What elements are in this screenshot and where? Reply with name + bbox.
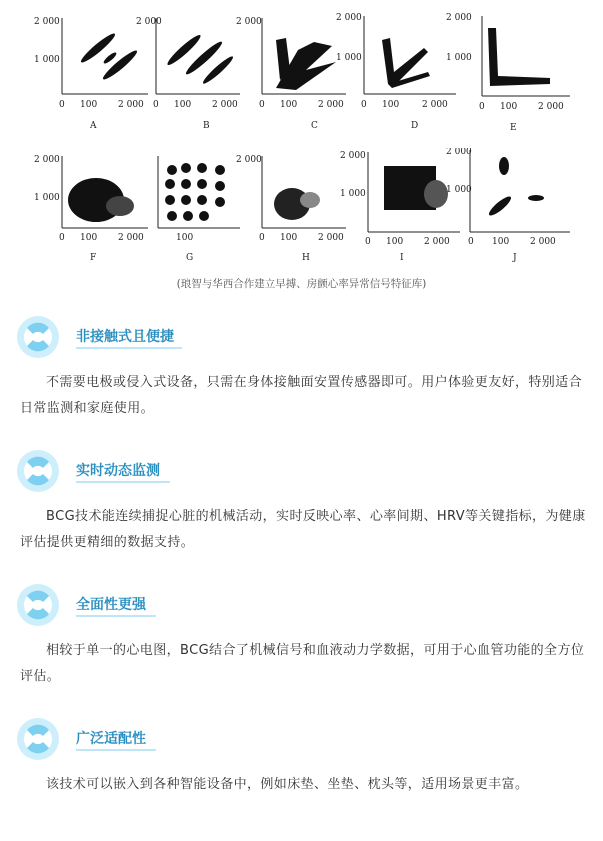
y-tick-2000: 2 000 [236, 155, 262, 165]
plot-f [30, 148, 150, 266]
y-tick-2000: 2 000 [34, 17, 60, 27]
scatter-figure [0, 0, 603, 270]
section-badge-icon [14, 582, 62, 628]
y-tick-2000: 2 000 [236, 17, 262, 27]
plot-label: A [90, 121, 97, 131]
x-tick-2000: 2 000 [530, 237, 556, 247]
x-tick-0: 0 [59, 233, 65, 243]
section-badge-icon [14, 314, 62, 360]
x-tick-100: 100 [80, 233, 98, 243]
section-realtime [14, 448, 592, 556]
x-tick-2000: 2 000 [318, 233, 344, 243]
section-title: 全面性更强 [76, 597, 146, 613]
y-tick-2000: 2 000 [34, 155, 60, 165]
y-tick-2000: 2 000 [340, 151, 366, 161]
plot-a [30, 10, 150, 135]
y-tick-2000: 2 000 [446, 148, 472, 157]
x-tick-2000: 2 000 [422, 100, 448, 110]
section-compatibility [14, 716, 592, 798]
section-text: BCG技术能连续捕捉心脏的机械活动，实时反映心率、心率间期、HRV等关键指标，为健康评估提供更精细的数据支持。 [20, 509, 586, 550]
y-tick-1000: 1 000 [446, 185, 472, 195]
y-tick-2000: 2 000 [446, 13, 472, 23]
y-tick-1000: 1 000 [340, 189, 366, 199]
x-tick-0: 0 [153, 100, 159, 110]
section-header [14, 448, 592, 494]
x-tick-100: 100 [280, 233, 298, 243]
section-text: 相较于单一的心电图，BCG结合了机械信号和血液动力学数据，可用于心血管功能的全方位评估。 [20, 643, 585, 684]
figure-caption: (琅智与华西合作建立早搏、房颤心率异常信号特征库) [176, 278, 427, 290]
x-tick-2000: 2 000 [118, 100, 144, 110]
plot-j [446, 148, 576, 266]
x-tick-0: 0 [479, 102, 485, 112]
section-header [14, 716, 592, 762]
section-header [14, 314, 592, 360]
x-tick-0: 0 [259, 100, 265, 110]
title-underline [76, 347, 182, 349]
title-underline [76, 749, 156, 751]
plot-label: B [203, 121, 210, 131]
x-tick-0: 0 [361, 100, 367, 110]
y-tick-1000: 1 000 [446, 53, 472, 63]
x-tick-100: 100 [382, 100, 400, 110]
plot-g [140, 148, 250, 266]
x-tick-0: 0 [259, 233, 265, 243]
plot-label: F [90, 253, 97, 263]
section-text: 不需要电极或侵入式设备，只需在身体接触面安置传感器即可。用户体验更友好，特别适合日常监测和家庭使用。 [20, 375, 583, 416]
section-title: 非接触式且便捷 [76, 329, 174, 345]
x-tick-2000: 2 000 [538, 102, 564, 112]
section-title: 广泛适配性 [76, 731, 146, 747]
y-tick-1000: 1 000 [336, 53, 362, 63]
plot-label: D [411, 121, 419, 131]
x-tick-2000: 2 000 [118, 233, 144, 243]
x-tick-100: 100 [174, 100, 192, 110]
plot-label: H [302, 253, 310, 263]
plot-e [446, 10, 576, 135]
section-badge-icon [14, 448, 62, 494]
x-tick-0: 0 [468, 237, 474, 247]
y-tick-2000: 2 000 [136, 17, 162, 27]
plot-label: I [400, 253, 404, 263]
x-tick-2000: 2 000 [424, 237, 450, 247]
title-underline [76, 481, 170, 483]
y-tick-1000: 1 000 [34, 193, 60, 203]
x-tick-100: 100 [386, 237, 404, 247]
x-tick-100: 100 [80, 100, 98, 110]
x-tick-0: 0 [365, 237, 371, 247]
x-tick-100: 100 [500, 102, 518, 112]
x-tick-2000: 2 000 [212, 100, 238, 110]
y-tick-1000: 1 000 [34, 55, 60, 65]
x-tick-100: 100 [176, 233, 194, 243]
section-text: 该技术可以嵌入到各种智能设备中，例如床垫、坐垫、枕头等，适用场景更丰富。 [46, 777, 529, 792]
section-badge-icon [14, 716, 62, 762]
plot-label: G [186, 253, 194, 263]
x-tick-0: 0 [59, 100, 65, 110]
title-underline [76, 615, 156, 617]
x-tick-100: 100 [492, 237, 510, 247]
plot-label: J [513, 253, 517, 263]
section-title: 实时动态监测 [76, 463, 160, 479]
plot-label: E [510, 123, 517, 133]
x-tick-100: 100 [280, 100, 298, 110]
section-header [14, 582, 592, 628]
section-comprehensive [14, 582, 592, 690]
plot-label: C [311, 121, 318, 131]
y-tick-2000: 2 000 [336, 13, 362, 23]
x-tick-2000: 2 000 [318, 100, 344, 110]
section-contactless [14, 314, 592, 422]
